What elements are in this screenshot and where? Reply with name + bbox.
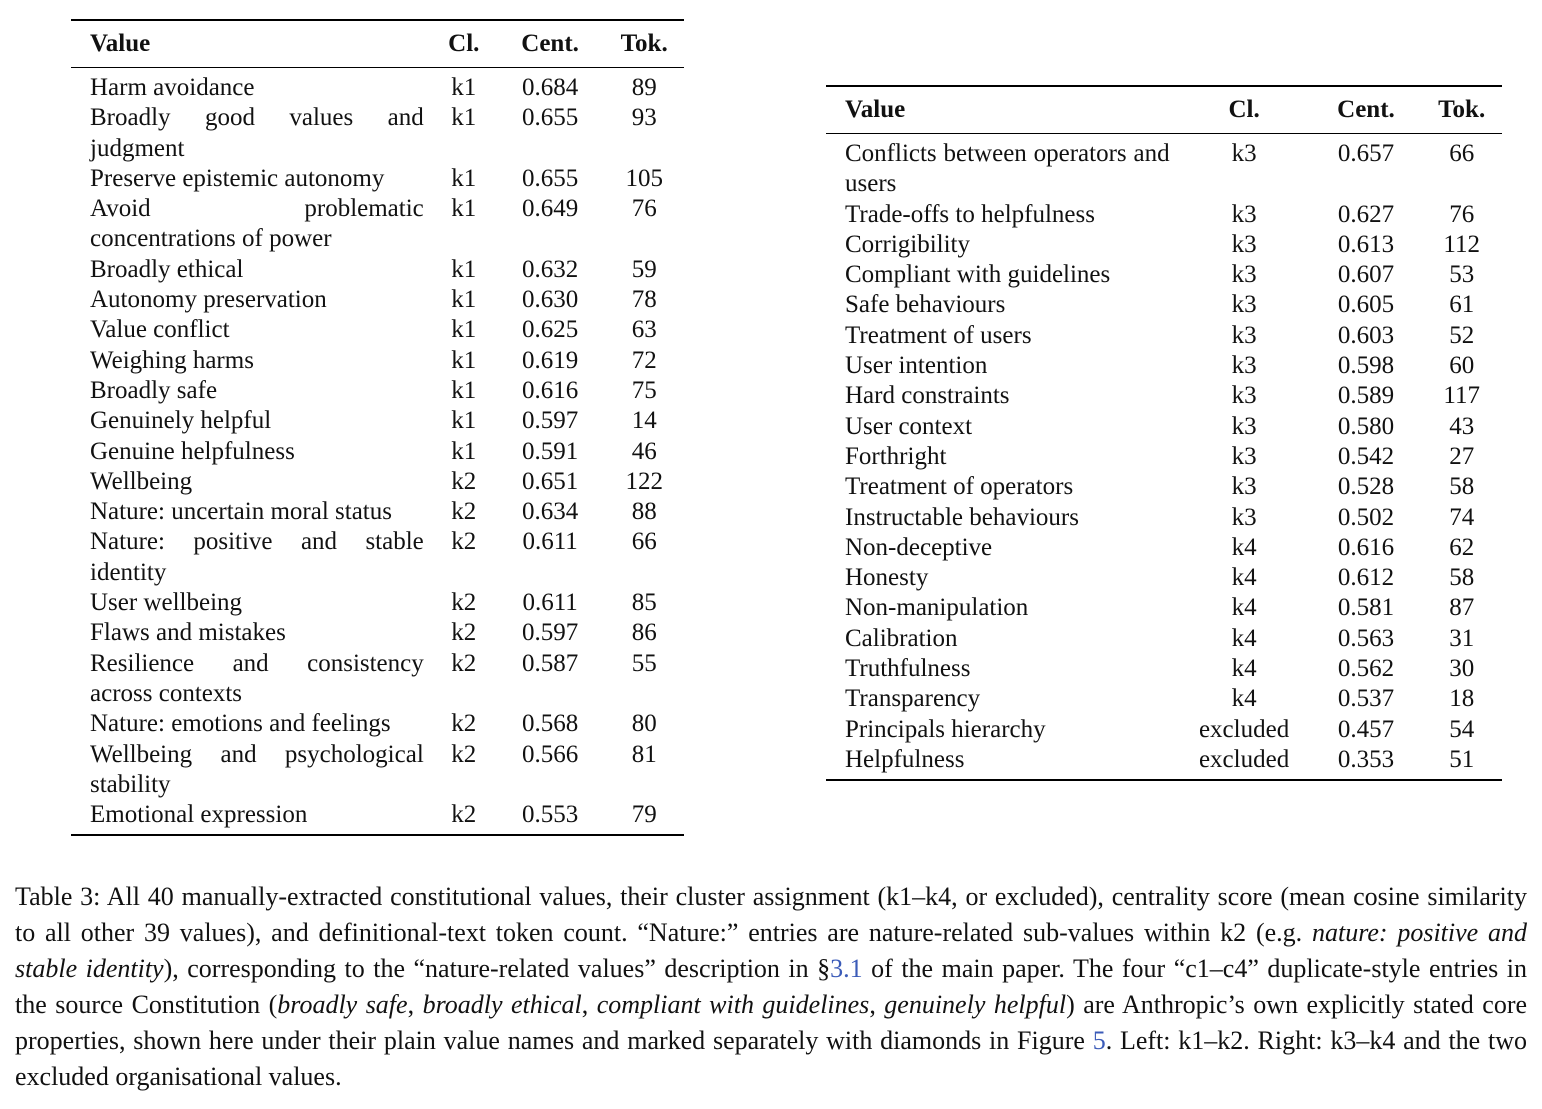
table-row	[826, 654, 1502, 684]
tokens-cell: 76	[1449, 200, 1475, 228]
value-cell: Compliant with guidelines	[845, 261, 1111, 289]
cluster-cell: k2	[451, 528, 477, 556]
table-row	[826, 745, 1502, 780]
tokens-cell: 46	[631, 437, 657, 465]
table-row	[826, 503, 1502, 533]
cluster-cell: k2	[451, 619, 477, 647]
centrality-cell: 0.587	[521, 649, 579, 677]
value-cell: Helpfulness	[845, 745, 965, 773]
cluster-cell: k4	[1231, 655, 1257, 683]
centrality-cell: 0.597	[521, 619, 579, 647]
tokens-cell: 66	[631, 528, 657, 556]
tokens-cell: 51	[1449, 745, 1475, 773]
table-row	[826, 624, 1502, 654]
table-row	[826, 684, 1502, 714]
header-centrality: Cent.	[1337, 96, 1395, 123]
tokens-cell: 27	[1449, 442, 1475, 470]
tokens-cell: 43	[1449, 412, 1475, 440]
table-row	[71, 467, 684, 497]
cluster-cell: k2	[451, 710, 477, 738]
tokens-cell: 62	[1449, 533, 1475, 561]
tokens-cell: 30	[1449, 655, 1475, 683]
cluster-cell: k4	[1231, 533, 1257, 561]
value-cell: Hard constraints	[845, 382, 1010, 410]
value-cell: Trade-offs to helpfulness	[845, 200, 1095, 228]
cluster-cell: k2	[451, 589, 477, 617]
header-value: Value	[90, 30, 151, 57]
centrality-cell: 0.649	[521, 195, 579, 223]
tokens-cell: 72	[631, 346, 657, 374]
value-cell: Nature: emotions and feelings	[90, 710, 391, 738]
tokens-cell: 60	[1449, 352, 1475, 380]
centrality-cell: 0.502	[1337, 503, 1395, 531]
tokens-cell: 74	[1449, 503, 1475, 531]
header-cluster: Cl.	[448, 30, 480, 57]
tokens-cell: 122	[625, 467, 663, 495]
cluster-cell: k3	[1231, 352, 1257, 380]
value-cell: Avoid problematic concentrations of power	[90, 195, 424, 253]
tokens-cell: 112	[1443, 230, 1480, 258]
tokens-cell: 54	[1449, 715, 1475, 743]
cluster-cell: k1	[451, 376, 477, 404]
table-row	[71, 740, 684, 801]
table-row	[71, 709, 684, 739]
caption-italic: compliant with guidelines	[596, 990, 870, 1019]
header-centrality: Cent.	[521, 30, 579, 57]
tokens-cell: 58	[1449, 564, 1475, 592]
cluster-cell: k3	[1231, 200, 1257, 228]
cluster-cell: k2	[451, 801, 477, 829]
value-cell: Calibration	[845, 624, 958, 652]
value-cell: Wellbeing	[90, 467, 193, 495]
cluster-cell: excluded	[1198, 745, 1290, 773]
caption-text: ,	[869, 990, 885, 1019]
cluster-cell: k4	[1231, 594, 1257, 622]
centrality-cell: 0.591	[521, 437, 579, 465]
table-row	[826, 442, 1502, 472]
value-cell: User context	[845, 412, 973, 440]
table-row	[826, 472, 1502, 502]
tokens-cell: 85	[631, 589, 657, 617]
centrality-cell: 0.607	[1337, 261, 1395, 289]
table-row	[71, 800, 684, 835]
centrality-cell: 0.627	[1337, 200, 1395, 228]
value-cell: Corrigibility	[845, 230, 970, 258]
value-cell: Transparency	[845, 685, 981, 713]
value-cell: Principals hierarchy	[845, 715, 1046, 743]
table-row	[826, 715, 1502, 745]
centrality-cell: 0.630	[521, 286, 579, 314]
table-row	[826, 412, 1502, 442]
table-row	[71, 255, 684, 285]
centrality-cell: 0.581	[1337, 594, 1395, 622]
value-cell: Conflicts between operators and users	[845, 140, 1170, 198]
tokens-cell: 14	[631, 407, 657, 435]
caption-text: of the main paper. The four “c1–c4” duplicate-style entries in the source Constitution (	[15, 954, 1527, 1019]
tokens-cell: 55	[631, 649, 657, 677]
tokens-cell: 75	[631, 376, 657, 404]
cluster-cell: k3	[1231, 230, 1257, 258]
table-row	[71, 346, 684, 376]
cluster-cell: k4	[1231, 624, 1257, 652]
tokens-cell: 79	[631, 801, 657, 829]
table-row	[826, 321, 1502, 351]
centrality-cell: 0.625	[521, 316, 579, 344]
centrality-cell: 0.562	[1337, 655, 1395, 683]
tokens-cell: 66	[1449, 140, 1475, 167]
centrality-cell: 0.684	[521, 74, 579, 101]
tokens-cell: 105	[625, 164, 663, 192]
centrality-cell: 0.655	[521, 104, 579, 132]
centrality-cell: 0.580	[1337, 412, 1395, 440]
centrality-cell: 0.616	[521, 376, 579, 404]
cluster-cell: k3	[1231, 473, 1257, 501]
table-row	[71, 406, 684, 436]
value-cell: Safe behaviours	[845, 291, 1006, 319]
centrality-cell: 0.457	[1337, 715, 1395, 743]
cluster-cell: k3	[1231, 442, 1257, 470]
value-cell: Preserve epistemic autonomy	[90, 164, 385, 192]
value-cell: Broadly good values and judgment	[90, 104, 424, 162]
table-row	[826, 134, 1502, 200]
table-row	[71, 527, 684, 588]
centrality-cell: 0.655	[521, 164, 579, 192]
header-cluster: Cl.	[1228, 96, 1260, 123]
table-row	[826, 381, 1502, 411]
cluster-cell: k3	[1231, 140, 1257, 167]
header-tokens: Tok.	[620, 30, 668, 57]
centrality-cell: 0.597	[521, 407, 579, 435]
table-row	[71, 649, 684, 710]
table-row	[826, 230, 1502, 260]
header-value: Value	[845, 96, 906, 123]
centrality-cell: 0.632	[521, 255, 579, 283]
caption-text: ,	[581, 990, 597, 1019]
cluster-cell: k1	[451, 164, 477, 192]
cluster-cell: k1	[451, 74, 477, 101]
centrality-cell: 0.611	[522, 589, 578, 617]
cluster-cell: k3	[1231, 412, 1257, 440]
value-cell: Genuinely helpful	[90, 407, 272, 435]
value-cell: Harm avoidance	[90, 74, 255, 101]
tokens-cell: 53	[1449, 261, 1475, 289]
value-cell: Treatment of users	[845, 321, 1032, 349]
tokens-cell: 89	[631, 74, 657, 101]
cluster-cell: k3	[1231, 291, 1257, 319]
table-header-row	[826, 86, 1502, 134]
table-body-left	[71, 68, 684, 836]
cluster-cell: k2	[451, 649, 477, 677]
value-cell: Weighing harms	[90, 346, 254, 374]
cluster-cell: k2	[451, 740, 477, 768]
cluster-cell: k1	[451, 407, 477, 435]
table-row	[71, 376, 684, 406]
caption-italic: broadly safe	[277, 990, 408, 1019]
table-caption	[15, 879, 1527, 1095]
centrality-cell: 0.634	[521, 498, 579, 526]
centrality-cell: 0.353	[1337, 745, 1395, 773]
caption-text: ), corresponding to the “nature-related values” description in §	[163, 954, 831, 983]
table-row	[71, 497, 684, 527]
tokens-cell: 76	[631, 195, 657, 223]
value-cell: Emotional expression	[90, 801, 308, 829]
cluster-cell: k1	[451, 255, 477, 283]
tokens-cell: 59	[631, 255, 657, 283]
cluster-cell: k1	[451, 104, 477, 132]
centrality-cell: 0.528	[1337, 473, 1395, 501]
centrality-cell: 0.598	[1337, 352, 1395, 380]
table-row	[826, 200, 1502, 230]
values-table-right	[826, 85, 1502, 781]
centrality-cell: 0.603	[1337, 321, 1395, 349]
value-cell: Nature: positive and stable identity	[90, 528, 424, 586]
centrality-cell: 0.563	[1337, 624, 1395, 652]
caption-text: ) are Anthropic’s own explicitly stated core properties, shown here under their plain value names and marked separately with diamonds in Figure	[15, 990, 1528, 1055]
table-body-right	[826, 134, 1502, 781]
value-cell: User wellbeing	[90, 589, 243, 617]
figure-reference-link[interactable]: 5	[1092, 1026, 1106, 1055]
value-cell: Broadly safe	[90, 376, 218, 404]
caption-text: Table 3: All 40 manually-extracted constitutional values, their cluster assignment (k1–k4, or excluded), centrality score (mean cosine similarity to all other 39 values), and definitional-text token count. “Nature:” entries are nature-related sub-values within k2 (e.g.	[15, 882, 1527, 947]
cluster-cell: k3	[1231, 382, 1257, 410]
table-row	[826, 563, 1502, 593]
header-tokens: Tok.	[1438, 96, 1486, 123]
values-table-left	[71, 19, 684, 836]
table-row	[826, 290, 1502, 320]
table-header-row	[71, 20, 684, 68]
cluster-cell: k3	[1231, 261, 1257, 289]
value-cell: Wellbeing and psychological stability	[90, 740, 424, 798]
tokens-cell: 78	[631, 286, 657, 314]
value-cell: Truthfulness	[845, 655, 971, 683]
centrality-cell: 0.619	[521, 346, 579, 374]
tokens-cell: 87	[1449, 594, 1475, 622]
caption-italic: nature: positive and stable identity	[15, 918, 1527, 983]
table-row	[71, 315, 684, 345]
table-row	[826, 260, 1502, 290]
tokens-cell: 31	[1449, 624, 1475, 652]
table-row	[71, 164, 684, 194]
caption-italic: broadly ethical	[422, 990, 582, 1019]
cluster-cell: k1	[451, 437, 477, 465]
cluster-cell: k1	[451, 346, 477, 374]
table-row	[71, 437, 684, 467]
tokens-cell: 88	[631, 498, 657, 526]
tokens-cell: 63	[631, 316, 657, 344]
centrality-cell: 0.605	[1337, 291, 1395, 319]
centrality-cell: 0.657	[1337, 140, 1395, 167]
value-cell: Non-manipulation	[845, 594, 1029, 622]
table-row	[71, 618, 684, 648]
centrality-cell: 0.542	[1337, 442, 1395, 470]
tokens-cell: 86	[631, 619, 657, 647]
centrality-cell: 0.568	[521, 710, 579, 738]
value-cell: Flaws and mistakes	[90, 619, 286, 647]
tokens-cell: 58	[1449, 473, 1475, 501]
cluster-cell: k2	[451, 498, 477, 526]
centrality-cell: 0.589	[1337, 382, 1395, 410]
table-row	[71, 103, 684, 164]
cluster-cell: k4	[1231, 685, 1257, 713]
table-row	[71, 285, 684, 315]
cluster-cell: k3	[1231, 321, 1257, 349]
value-cell: Broadly ethical	[90, 255, 244, 283]
value-cell: Treatment of operators	[845, 473, 1074, 501]
centrality-cell: 0.611	[522, 528, 578, 556]
centrality-cell: 0.537	[1337, 685, 1395, 713]
caption-italic: genuinely helpful	[884, 990, 1067, 1019]
centrality-cell: 0.553	[521, 801, 579, 829]
value-cell: Forthright	[845, 442, 947, 470]
table-row	[71, 194, 684, 255]
centrality-cell: 0.651	[521, 467, 579, 495]
tokens-cell: 93	[631, 104, 657, 132]
table-row	[71, 68, 684, 104]
tokens-cell: 18	[1449, 685, 1475, 713]
centrality-cell: 0.616	[1337, 533, 1395, 561]
cluster-cell: excluded	[1198, 715, 1290, 743]
tokens-cell: 52	[1449, 321, 1475, 349]
cluster-cell: k4	[1231, 564, 1257, 592]
table-row	[826, 351, 1502, 381]
table-row	[71, 588, 684, 618]
cluster-cell: k3	[1231, 503, 1257, 531]
caption-text: . Left: k1–k2. Right: k3–k4 and the two excluded organisational values.	[15, 1026, 1527, 1091]
value-cell: Instructable behaviours	[845, 503, 1079, 531]
value-cell: Non-deceptive	[845, 533, 993, 561]
cluster-cell: k1	[451, 316, 477, 344]
tokens-cell: 117	[1443, 382, 1480, 410]
table-row	[826, 593, 1502, 623]
value-cell: Autonomy preservation	[90, 286, 327, 314]
centrality-cell: 0.613	[1337, 230, 1395, 258]
value-cell: User intention	[845, 352, 988, 380]
cluster-cell: k1	[451, 286, 477, 314]
caption-text: ,	[407, 990, 423, 1019]
value-cell: Nature: uncertain moral status	[90, 498, 392, 526]
value-cell: Genuine helpfulness	[90, 437, 295, 465]
cluster-cell: k2	[451, 467, 477, 495]
cluster-cell: k1	[451, 195, 477, 223]
tokens-cell: 81	[631, 740, 657, 768]
value-cell: Resilience and consistency across contexts	[90, 649, 424, 707]
tokens-cell: 61	[1449, 291, 1475, 319]
value-cell: Honesty	[845, 564, 929, 592]
section-reference-link[interactable]: 3.1	[830, 954, 863, 983]
tokens-cell: 80	[631, 710, 657, 738]
centrality-cell: 0.566	[521, 740, 579, 768]
table-row	[826, 533, 1502, 563]
centrality-cell: 0.612	[1337, 564, 1395, 592]
value-cell: Value conflict	[90, 316, 230, 344]
